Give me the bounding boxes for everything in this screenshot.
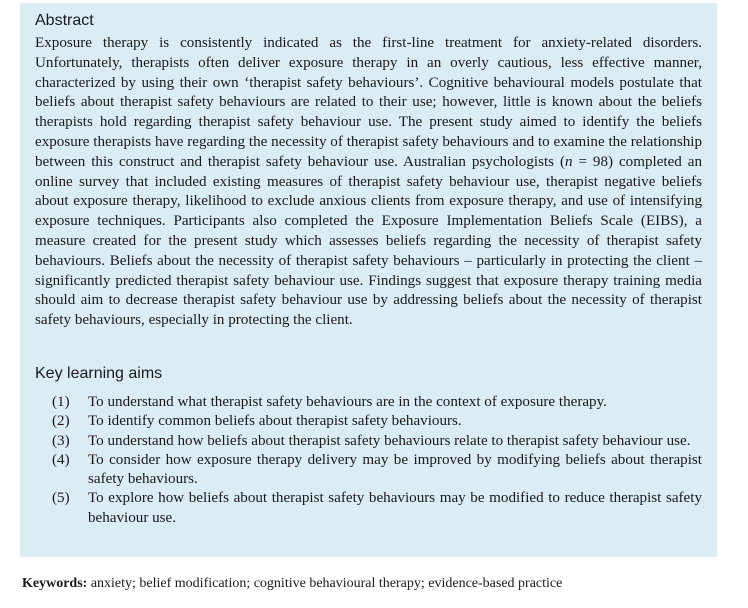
- aim-text: To identify common beliefs about therapist safety behaviours.: [88, 413, 462, 430]
- keywords-line: [22, 576, 562, 592]
- aim-number: (1): [52, 394, 70, 410]
- abstract-text-part-2: ) completed an online survey that included existing measures of therapist safety behaviour use, therapist negative beliefs about exposure therapy, likelihood to exclude anxious clients from exposure therapy, and use of intensifying exposure techniques. Participants also completed the Exposure Implementation Beliefs Scale (EIBS), a measure created for the present study which assesses beliefs regarding the necessity of therapist safety behaviours. Beliefs about the necessity of therapist safety behaviours – particularly in protecting the client – significantly predicted therapist safety behaviour use. Findings suggest that exposure therapy training media should aim to decrease therapist safety behaviour use by addressing beliefs about the necessity of therapist safety behaviours, especially in protecting the client.: [35, 153, 703, 329]
- sample-size: = 98: [572, 153, 609, 170]
- abstract-box: [20, 3, 717, 557]
- aim-item: [52, 412, 702, 431]
- aim-item: [52, 432, 702, 451]
- aim-text: To understand what therapist safety behaviours are in the context of exposure therapy.: [88, 394, 607, 410]
- aim-number: (2): [52, 413, 70, 430]
- aim-number: (5): [52, 490, 70, 507]
- n-symbol: n: [565, 153, 573, 170]
- aim-item: [52, 393, 702, 412]
- keywords-text: anxiety; belief modification; cognitive behavioural therapy; evidence-based practice: [90, 576, 563, 591]
- abstract-text: [35, 34, 702, 331]
- aim-item: [52, 489, 702, 528]
- aim-text: To understand how beliefs about therapist safety behaviours relate to therapist safety behaviour use.: [88, 432, 691, 449]
- abstract-text-part-1: Exposure therapy is consistently indicated as the first-line treatment for anxiety-related disorders. Unfortunately, therapists often deliver exposure therapy in an overly cautious, less effective manner, characterized by using their own ‘therapist safety behaviours’. Cognitive behavioural models postulate that beliefs about therapist safety behaviours are related to their use; however, little is known about the beliefs therapists hold regarding therapist safety behaviour use. The present study aimed to identify the beliefs exposure therapists have regarding the necessity of therapist safety behaviours and to examine the relationship between this construct and therapist safety behaviour use. Australian psychologists (: [35, 35, 702, 170]
- aim-text: To explore how beliefs about therapist safety behaviours may be modified to reduce therapist safety behaviour use.: [88, 490, 702, 526]
- aim-number: (3): [52, 432, 70, 449]
- key-learning-aims-list: [52, 393, 702, 528]
- aim-text: To consider how exposure therapy delivery may be improved by modifying beliefs about therapist safety behaviours.: [88, 451, 702, 488]
- keywords-label: Keywords:: [22, 576, 88, 591]
- abstract-heading: Abstract: [35, 12, 94, 29]
- aim-number: (4): [52, 451, 70, 468]
- aim-item: [52, 451, 702, 490]
- key-learning-aims-heading: Key learning aims: [35, 365, 163, 382]
